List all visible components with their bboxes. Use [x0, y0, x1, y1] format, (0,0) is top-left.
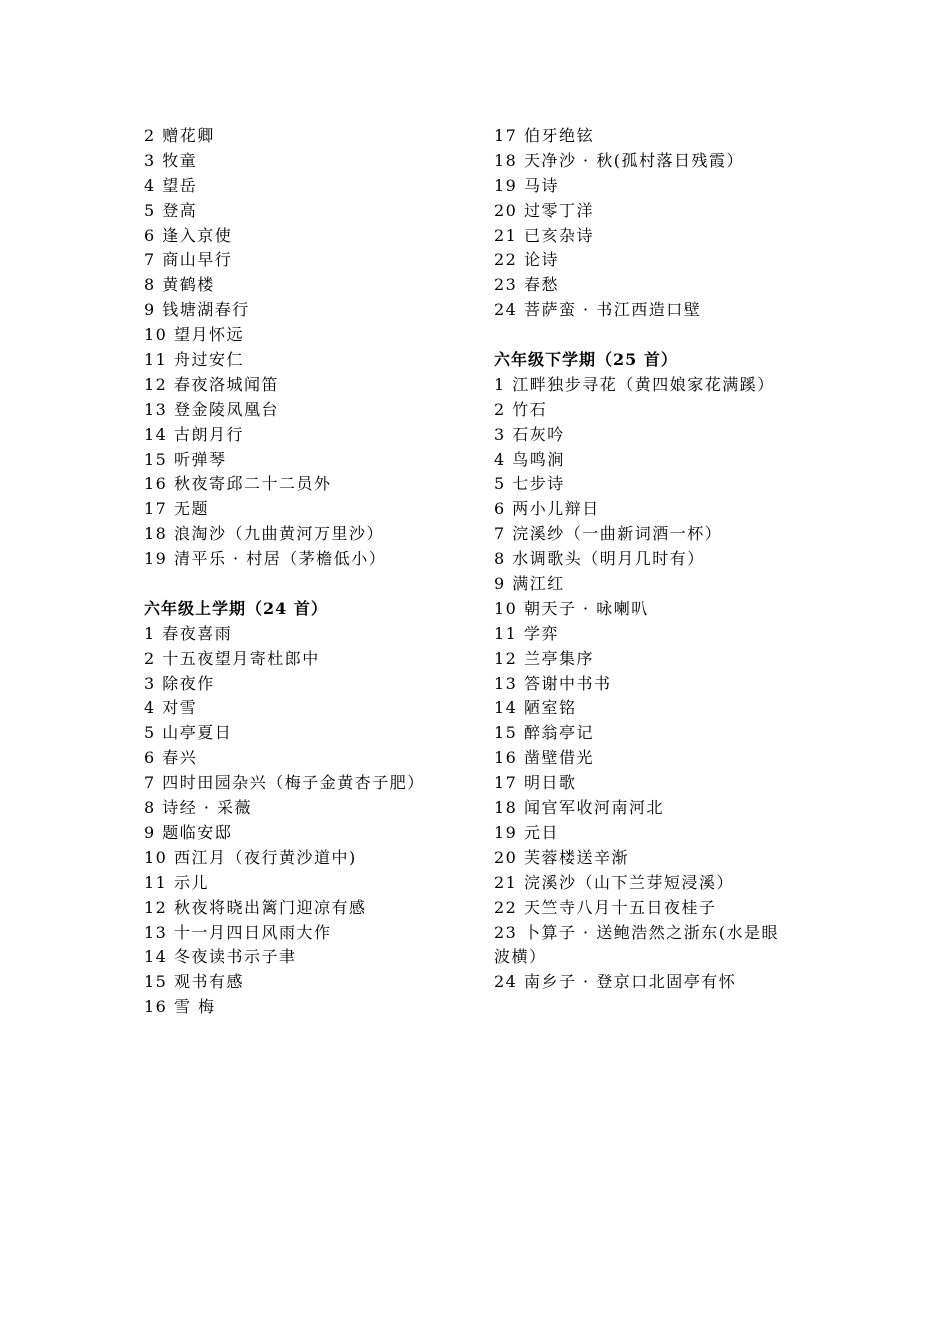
poem-item: 4 望岳: [144, 175, 198, 195]
poem-item: 4 鸟鸣涧: [494, 449, 565, 469]
poem-item: 19 元日: [494, 822, 559, 842]
poem-item: 24 南乡子 · 登京口北固亭有怀: [494, 972, 737, 992]
poem-item: 5 登高: [144, 200, 198, 220]
poem-item: 14 古朗月行: [144, 424, 244, 444]
poem-item: 17 明日歌: [494, 773, 577, 793]
right-continued-list: [494, 124, 824, 323]
poem-item: 16 凿壁借光: [494, 748, 594, 768]
poem-item: 6 春兴: [144, 748, 198, 768]
poem-item: 12 春夜洛城闻笛: [144, 374, 279, 394]
poem-item-continuation: 波横）: [494, 947, 547, 967]
poem-item: 19 马诗: [494, 175, 559, 195]
section-spacer: [494, 323, 824, 348]
poem-item: 20 过零丁洋: [494, 200, 594, 220]
poem-item: 12 兰亭集序: [494, 648, 594, 668]
poem-item: 11 舟过安仁: [144, 350, 244, 370]
poem-item: 10 西江月（夜行黄沙道中): [144, 847, 357, 867]
poem-item: 15 醉翁亭记: [494, 723, 594, 743]
grade6-second-term-section: [494, 348, 824, 995]
poem-item: 17 无题: [144, 499, 209, 519]
poem-item: 23 春愁: [494, 275, 559, 295]
section-spacer: [144, 572, 474, 597]
poem-item: 21 浣溪沙（山下兰芽短浸溪）: [494, 872, 734, 892]
poem-item: 3 牧童: [144, 150, 198, 170]
section-heading: 六年级上学期（24 首）: [144, 598, 328, 618]
poem-item: 2 竹石: [494, 399, 548, 419]
poem-item: 15 观书有感: [144, 972, 244, 992]
poem-item: 14 陋室铭: [494, 698, 577, 718]
poem-item: 8 水调歌头（明月几时有）: [494, 549, 705, 569]
poem-item: 8 黄鹤楼: [144, 275, 215, 295]
poem-item: 7 浣溪纱（一曲新词酒一杯）: [494, 524, 723, 544]
poem-item: 9 钱塘湖春行: [144, 300, 250, 320]
poem-item: 10 朝天子 · 咏喇叭: [494, 598, 649, 618]
poem-item: 18 闻官军收河南河北: [494, 798, 664, 818]
left-column: [144, 124, 474, 1020]
poem-item: 1 江畔独步寻花（黄四娘家花满蹊）: [494, 374, 775, 394]
poem-item: 11 学弈: [494, 623, 559, 643]
poem-item: 5 山亭夏日: [144, 723, 233, 743]
poem-item: 7 商山早行: [144, 250, 233, 270]
poem-item: 13 十一月四日风雨大作: [144, 922, 332, 942]
poem-item: 11 示儿: [144, 872, 209, 892]
poem-item: 18 天净沙 · 秋(孤村落日残霞）: [494, 150, 744, 170]
poem-item: 16 雪 梅: [144, 997, 216, 1017]
poem-item: 14 冬夜读书示子聿: [144, 947, 297, 967]
poem-item: 2 赠花卿: [144, 126, 215, 145]
poem-item: 10 望月怀远: [144, 325, 244, 345]
poem-item: 5 七步诗: [494, 474, 565, 494]
right-column: [494, 124, 824, 995]
poem-item: 15 听弹琴: [144, 449, 227, 469]
poem-item: 24 菩萨蛮 · 书江西造口壁: [494, 300, 702, 320]
poem-item: 9 题临安邸: [144, 822, 233, 842]
grade6-first-term-section: [144, 597, 474, 1020]
poem-item: 13 答谢中书书: [494, 673, 612, 693]
poem-item: 3 除夜作: [144, 673, 215, 693]
poem-item: 22 天竺寺八月十五日夜桂子: [494, 897, 717, 917]
poem-item: 1 春夜喜雨: [144, 623, 233, 643]
poem-item: 9 满江红: [494, 574, 565, 594]
poem-item: 16 秋夜寄邱二十二员外: [144, 474, 332, 494]
left-continued-list: [144, 124, 474, 572]
poem-item: 19 清平乐 · 村居（茅檐低小）: [144, 549, 387, 569]
poem-item: 13 登金陵凤凰台: [144, 399, 279, 419]
poem-item: 18 浪淘沙（九曲黄河万里沙）: [144, 524, 384, 544]
poem-item: 12 秋夜将晓出篱门迎凉有感: [144, 897, 367, 917]
poem-item: 2 十五夜望月寄杜郎中: [144, 648, 320, 668]
section-heading: 六年级下学期（25 首）: [494, 350, 678, 370]
poem-item: 20 芙蓉楼送辛渐: [494, 847, 629, 867]
poem-item: 4 对雪: [144, 698, 198, 718]
poem-item: 6 两小儿辩日: [494, 499, 600, 519]
poem-item: 3 石灰吟: [494, 424, 565, 444]
poem-item: 21 已亥杂诗: [494, 225, 594, 245]
poem-item: 6 逢入京使: [144, 225, 233, 245]
poem-item: 22 论诗: [494, 250, 559, 270]
poem-item: 8 诗经 · 采薇: [144, 798, 253, 818]
poem-item: 23 卜算子 · 送鲍浩然之浙东(水是眼: [494, 922, 779, 942]
poem-item: 7 四时田园杂兴（梅子金黄杏子肥）: [144, 773, 425, 793]
poem-item: 17 伯牙绝铉: [494, 126, 594, 145]
